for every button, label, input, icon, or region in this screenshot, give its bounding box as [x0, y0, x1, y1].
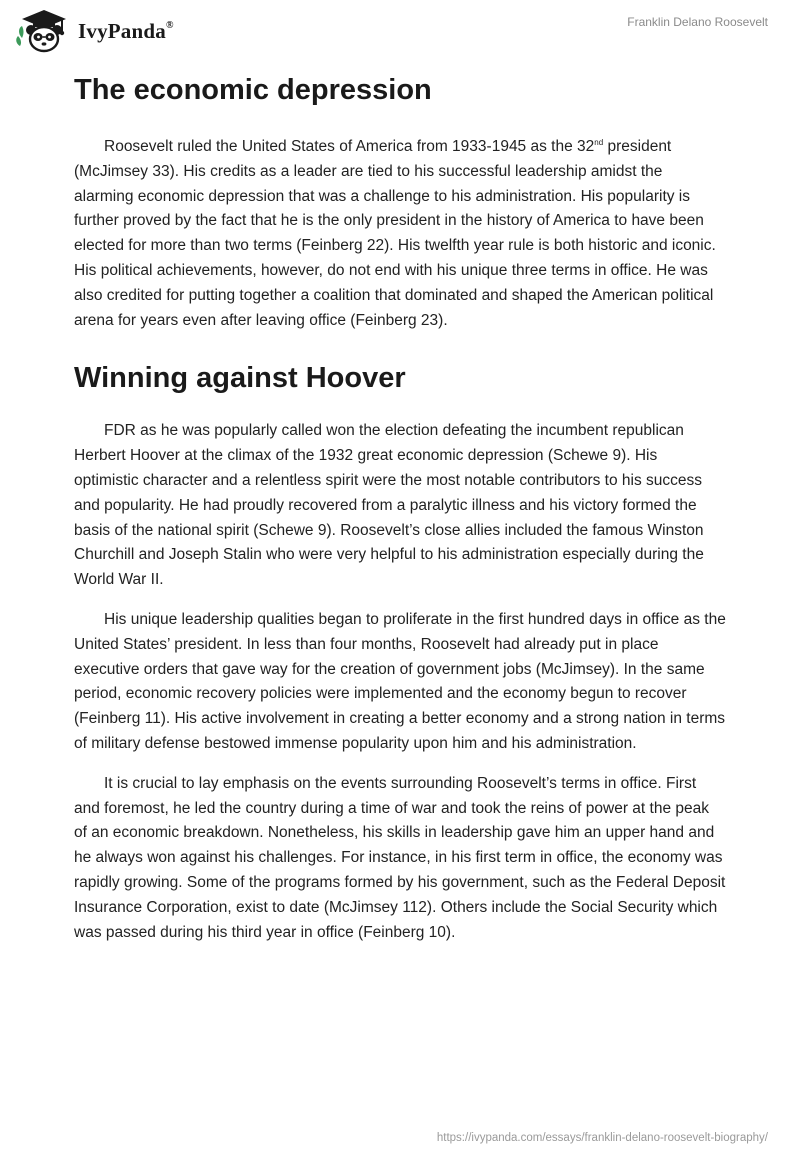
paragraph: His unique leadership qualities began to proliferate in the first hundred days in office as the United States’ president. In less than four months, Roosevelt had already put in place executive orders that gave way for the creation of government jobs (McJimsey). In the same period, economic recovery policies were implemented and the economy begun to recover (Feinberg 11). His active involvement in creating a better economy and a strong nation in terms of military defense bestowed immense popularity upon him and his administration. — [74, 610, 726, 752]
ivypanda-logo[interactable] — [16, 8, 174, 54]
page-header — [0, 0, 800, 60]
paragraph: Roosevelt ruled the United States of America from 1933-1945 as the 32nd president (McJimsey 33). His credits as a leader are tied to his successful leadership amidst the alarming economic depression that was a challenge to his administration. His popularity is further proved by the fact that he is the only president in the history of America to have been elected for more than two terms (Feinberg 22). His twelfth year rule is both historic and iconic. His political achievements, however, do not end with his unique three terms in office. He was also credited for putting together a coalition that dominated and shaped the American political arena for years even after leaving office (Feinberg 23). — [74, 138, 716, 329]
panda-graduate-icon — [16, 8, 72, 54]
paragraph: FDR as he was popularly called won the election defeating the incumbent republican Herbert Hoover at the climax of the 1932 great economic depression (Schewe 9). His optimistic character and a relentless spirit were the most notable contributors to his success and popularity. He had proudly recovered from a paralytic illness and his victory formed the basis of the national spirit (Schewe 9). Roosevelt’s close allies included the famous Winston Churchill and Joseph Stalin who were very helpful to his administration especially during the World War II. — [74, 422, 704, 589]
document-title: Franklin Delano Roosevelt — [627, 15, 768, 29]
source-url-link[interactable]: https://ivypanda.com/essays/franklin-delano-roosevelt-biography/ — [436, 1132, 768, 1144]
section-heading: The economic depression — [74, 74, 432, 106]
section-heading: Winning against Hoover — [74, 362, 406, 395]
paragraph: It is crucial to lay emphasis on the events surrounding Roosevelt’s terms in office. First and foremost, he led the country during a time of war and took the reins of power at the peak of an economic breakdown. Nonetheless, his skills in leadership gave him an upper hand and he always won against his challenges. For instance, in his first term in office, the economy was rapidly growing. Some of the programs formed by his government, such as the Federal Deposit Insurance Corporation, exist to date (McJimsey 112). Others include the Social Security which was passed during his third year in office (Feinberg 10). — [74, 774, 726, 941]
brand-name: IvyPanda® — [78, 18, 174, 43]
essay-content — [74, 68, 726, 945]
